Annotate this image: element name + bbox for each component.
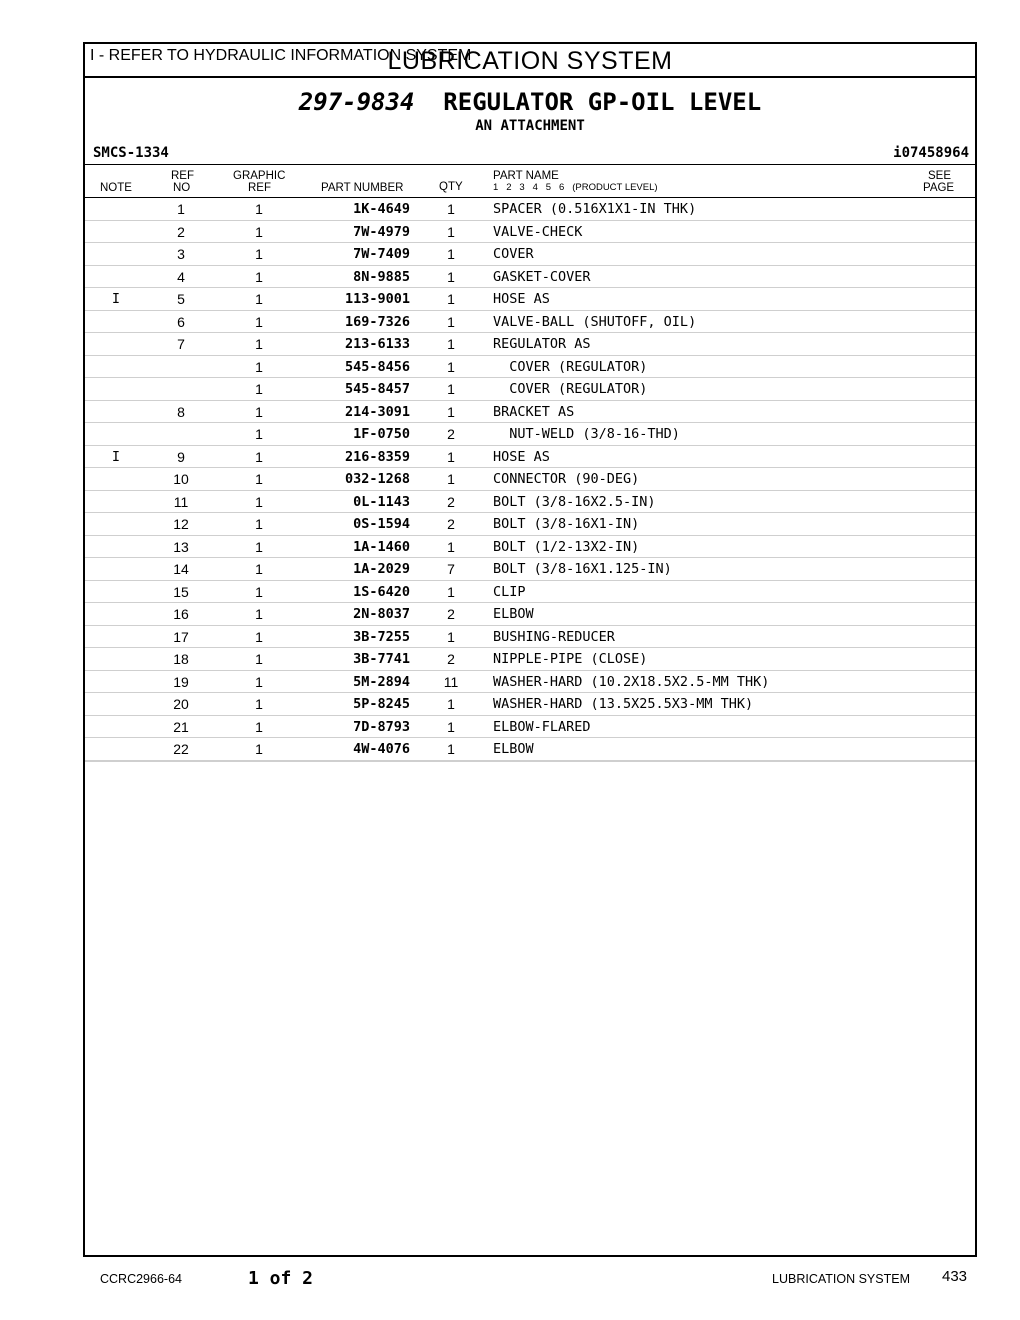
row-qty: 1 bbox=[447, 718, 455, 735]
row-qty: 1 bbox=[447, 291, 455, 307]
document-frame bbox=[83, 42, 977, 1257]
row-part-name: ELBOW-FLARED bbox=[493, 718, 591, 735]
row-graphic-ref: 1 bbox=[255, 651, 263, 667]
row-graphic-ref: 1 bbox=[255, 448, 263, 465]
row-ref-no: 12 bbox=[173, 516, 189, 532]
row-graphic-ref: 1 bbox=[255, 493, 263, 510]
row-part-name: GASKET-COVER bbox=[493, 268, 591, 285]
table-row bbox=[85, 198, 975, 221]
row-part-name: WASHER-HARD (13.5X25.5X3-MM THK) bbox=[493, 696, 754, 712]
row-qty: 1 bbox=[447, 471, 455, 487]
row-part-name: BOLT (3/8-16X1.125-IN) bbox=[493, 561, 672, 577]
row-ref-no: 19 bbox=[173, 673, 189, 690]
row-ref-no: 10 bbox=[173, 471, 189, 487]
row-part-number: 216-8359 bbox=[344, 448, 410, 465]
row-part-number: 169-7326 bbox=[344, 313, 410, 330]
row-qty: 2 bbox=[447, 606, 455, 622]
row-graphic-ref: 1 bbox=[255, 403, 263, 420]
row-ref-no: 7 bbox=[177, 336, 185, 352]
row-part-number: 113-9001 bbox=[344, 291, 410, 307]
row-qty: 1 bbox=[447, 201, 455, 217]
row-graphic-ref: 1 bbox=[255, 336, 263, 352]
row-part-name: SPACER (0.516X1X1-IN THK) bbox=[493, 201, 697, 217]
row-part-name: BOLT (3/8-16X1-IN) bbox=[493, 516, 640, 532]
row-part-name: CLIP bbox=[493, 583, 526, 600]
row-part-name: COVER (REGULATOR) bbox=[493, 358, 648, 375]
col-product-level: 1 2 3 4 5 6 (PRODUCT LEVEL) bbox=[493, 182, 658, 193]
table-row bbox=[85, 513, 975, 536]
row-part-name: CONNECTOR (90-DEG) bbox=[493, 471, 640, 487]
row-part-name: NUT-WELD (3/8-16-THD) bbox=[493, 426, 680, 442]
row-part-number: 8N-9885 bbox=[353, 268, 410, 285]
row-part-name: BOLT (1/2-13X2-IN) bbox=[493, 538, 640, 555]
row-note: I bbox=[111, 448, 121, 465]
row-part-number: 4W-4076 bbox=[353, 741, 410, 757]
row-graphic-ref: 1 bbox=[255, 538, 263, 555]
row-qty: 1 bbox=[447, 268, 455, 285]
row-part-name: BOLT (3/8-16X2.5-IN) bbox=[493, 493, 656, 510]
row-part-name: COVER bbox=[493, 246, 534, 262]
table-row bbox=[85, 558, 975, 581]
row-ref-no: 11 bbox=[173, 493, 189, 510]
table-row bbox=[85, 446, 975, 469]
row-part-number: 3B-7255 bbox=[353, 628, 410, 645]
row-part-number: 5M-2894 bbox=[353, 673, 410, 690]
row-ref-no: 17 bbox=[173, 628, 189, 645]
row-ref-no: 2 bbox=[177, 223, 185, 240]
row-part-name: ELBOW bbox=[493, 606, 534, 622]
row-qty: 1 bbox=[447, 358, 455, 375]
column-header bbox=[85, 165, 975, 198]
row-part-number: 5P-8245 bbox=[353, 696, 410, 712]
col-see-bottom: PAGE bbox=[923, 182, 955, 194]
col-see-top: SEE bbox=[928, 170, 952, 182]
row-part-name: REGULATOR AS bbox=[493, 336, 591, 352]
parts-list bbox=[85, 198, 975, 761]
table-row bbox=[85, 333, 975, 356]
row-part-name: HOSE AS bbox=[493, 448, 550, 465]
row-graphic-ref: 1 bbox=[255, 583, 263, 600]
col-qty: QTY bbox=[439, 181, 463, 193]
row-part-number: 545-8457 bbox=[344, 381, 410, 397]
table-row bbox=[85, 603, 975, 626]
table-row bbox=[85, 693, 975, 716]
row-part-number: 1A-1460 bbox=[353, 538, 410, 555]
group-header bbox=[85, 78, 975, 165]
row-part-number: 2N-8037 bbox=[353, 606, 410, 622]
row-part-name: BRACKET AS bbox=[493, 403, 575, 420]
table-row bbox=[85, 581, 975, 604]
row-graphic-ref: 1 bbox=[255, 426, 263, 442]
row-graphic-ref: 1 bbox=[255, 718, 263, 735]
col-ref-bottom: NO bbox=[173, 182, 191, 194]
row-part-number: 0L-1143 bbox=[353, 493, 410, 510]
row-part-number: 0S-1594 bbox=[353, 516, 410, 532]
row-graphic-ref: 1 bbox=[255, 741, 263, 757]
row-graphic-ref: 1 bbox=[255, 246, 263, 262]
section-title: LUBRICATION SYSTEM bbox=[85, 44, 975, 78]
row-part-number: 1S-6420 bbox=[353, 583, 410, 600]
footer-code: CCRC2966-64 bbox=[100, 1272, 182, 1286]
table-row bbox=[85, 311, 975, 334]
row-qty: 1 bbox=[447, 628, 455, 645]
row-part-name: VALVE-BALL (SHUTOFF, OIL) bbox=[493, 313, 697, 330]
footer-page-count: 1 of 2 bbox=[248, 1268, 314, 1289]
row-qty: 1 bbox=[447, 223, 455, 240]
table-row bbox=[85, 288, 975, 311]
row-graphic-ref: 1 bbox=[255, 673, 263, 690]
row-ref-no: 4 bbox=[177, 268, 185, 285]
table-row bbox=[85, 626, 975, 649]
footer-section: LUBRICATION SYSTEM bbox=[772, 1272, 910, 1286]
footnote-text: I - REFER TO HYDRAULIC INFORMATION SYSTEM bbox=[90, 47, 472, 64]
row-ref-no: 6 bbox=[177, 313, 185, 330]
col-graphic-top: GRAPHIC bbox=[233, 170, 286, 182]
row-qty: 1 bbox=[447, 403, 455, 420]
row-qty: 1 bbox=[447, 741, 455, 757]
group-title bbox=[85, 88, 975, 116]
row-qty: 2 bbox=[447, 516, 455, 532]
row-part-number: 1F-0750 bbox=[353, 426, 410, 442]
row-ref-no: 14 bbox=[173, 561, 189, 577]
table-row bbox=[85, 536, 975, 559]
row-ref-no: 16 bbox=[173, 606, 189, 622]
row-graphic-ref: 1 bbox=[255, 358, 263, 375]
row-ref-no: 1 bbox=[177, 201, 185, 217]
row-part-number: 214-3091 bbox=[344, 403, 410, 420]
row-qty: 1 bbox=[447, 583, 455, 600]
row-ref-no: 18 bbox=[173, 651, 189, 667]
row-part-name: ELBOW bbox=[493, 741, 534, 757]
row-graphic-ref: 1 bbox=[255, 561, 263, 577]
row-ref-no: 3 bbox=[177, 246, 185, 262]
row-graphic-ref: 1 bbox=[255, 268, 263, 285]
row-ref-no: 20 bbox=[173, 696, 189, 712]
table-row bbox=[85, 491, 975, 514]
row-qty: 2 bbox=[447, 426, 455, 442]
row-part-number: 1A-2029 bbox=[353, 561, 410, 577]
row-ref-no: 13 bbox=[173, 538, 189, 555]
group-subtitle: AN ATTACHMENT bbox=[475, 118, 585, 134]
row-part-number: 7W-4979 bbox=[353, 223, 410, 240]
group-part-number: 297-9834 bbox=[298, 88, 415, 116]
row-note: I bbox=[111, 291, 121, 307]
table-row bbox=[85, 356, 975, 379]
row-ref-no: 9 bbox=[177, 448, 185, 465]
col-graphic-bottom: REF bbox=[248, 182, 271, 194]
row-qty: 1 bbox=[447, 246, 455, 262]
row-qty: 1 bbox=[447, 336, 455, 352]
row-qty: 1 bbox=[447, 448, 455, 465]
row-qty: 1 bbox=[447, 538, 455, 555]
group-part-name: REGULATOR GP-OIL LEVEL bbox=[443, 88, 762, 116]
row-graphic-ref: 1 bbox=[255, 313, 263, 330]
table-row bbox=[85, 221, 975, 244]
document-ident: i07458964 bbox=[893, 145, 969, 161]
row-ref-no: 5 bbox=[177, 291, 185, 307]
page-footer bbox=[0, 1268, 1020, 1292]
table-row bbox=[85, 671, 975, 694]
row-qty: 2 bbox=[447, 651, 455, 667]
table-row bbox=[85, 401, 975, 424]
col-part-number: PART NUMBER bbox=[321, 182, 404, 194]
row-qty: 7 bbox=[447, 561, 455, 577]
row-graphic-ref: 1 bbox=[255, 223, 263, 240]
row-graphic-ref: 1 bbox=[255, 606, 263, 622]
row-qty: 1 bbox=[447, 696, 455, 712]
row-part-name: HOSE AS bbox=[493, 291, 550, 307]
row-qty: 1 bbox=[447, 381, 455, 397]
row-part-number: 7D-8793 bbox=[353, 718, 410, 735]
row-ref-no: 15 bbox=[173, 583, 189, 600]
table-row bbox=[85, 738, 975, 761]
row-graphic-ref: 1 bbox=[255, 381, 263, 397]
row-qty: 2 bbox=[447, 493, 455, 510]
table-row bbox=[85, 378, 975, 401]
row-part-name: NIPPLE-PIPE (CLOSE) bbox=[493, 651, 648, 667]
row-part-name: COVER (REGULATOR) bbox=[493, 381, 648, 397]
col-ref-top: REF bbox=[171, 170, 194, 182]
col-part-name: PART NAME bbox=[493, 170, 559, 182]
footer-page-number: 433 bbox=[942, 1268, 968, 1285]
row-qty: 11 bbox=[443, 673, 459, 690]
row-part-number: 032-1268 bbox=[344, 471, 410, 487]
row-graphic-ref: 1 bbox=[255, 696, 263, 712]
row-graphic-ref: 1 bbox=[255, 291, 263, 307]
row-part-number: 545-8456 bbox=[344, 358, 410, 375]
col-note: NOTE bbox=[100, 182, 132, 194]
table-row bbox=[85, 266, 975, 289]
row-part-number: 213-6133 bbox=[344, 336, 410, 352]
row-ref-no: 22 bbox=[173, 741, 189, 757]
table-row bbox=[85, 423, 975, 446]
table-row bbox=[85, 716, 975, 739]
row-part-number: 3B-7741 bbox=[353, 651, 410, 667]
table-row bbox=[85, 243, 975, 266]
row-graphic-ref: 1 bbox=[255, 516, 263, 532]
row-graphic-ref: 1 bbox=[255, 628, 263, 645]
row-part-name: VALVE-CHECK bbox=[493, 223, 583, 240]
row-part-name: BUSHING-REDUCER bbox=[493, 628, 615, 645]
table-row bbox=[85, 468, 975, 491]
smcs-code: SMCS-1334 bbox=[93, 145, 169, 161]
row-part-number: 1K-4649 bbox=[353, 201, 410, 217]
table-row bbox=[85, 648, 975, 671]
row-ref-no: 21 bbox=[173, 718, 189, 735]
row-graphic-ref: 1 bbox=[255, 201, 263, 217]
row-ref-no: 8 bbox=[177, 403, 185, 420]
row-graphic-ref: 1 bbox=[255, 471, 263, 487]
row-part-number: 7W-7409 bbox=[353, 246, 410, 262]
row-part-name: WASHER-HARD (10.2X18.5X2.5-MM THK) bbox=[493, 673, 770, 690]
row-qty: 1 bbox=[447, 313, 455, 330]
